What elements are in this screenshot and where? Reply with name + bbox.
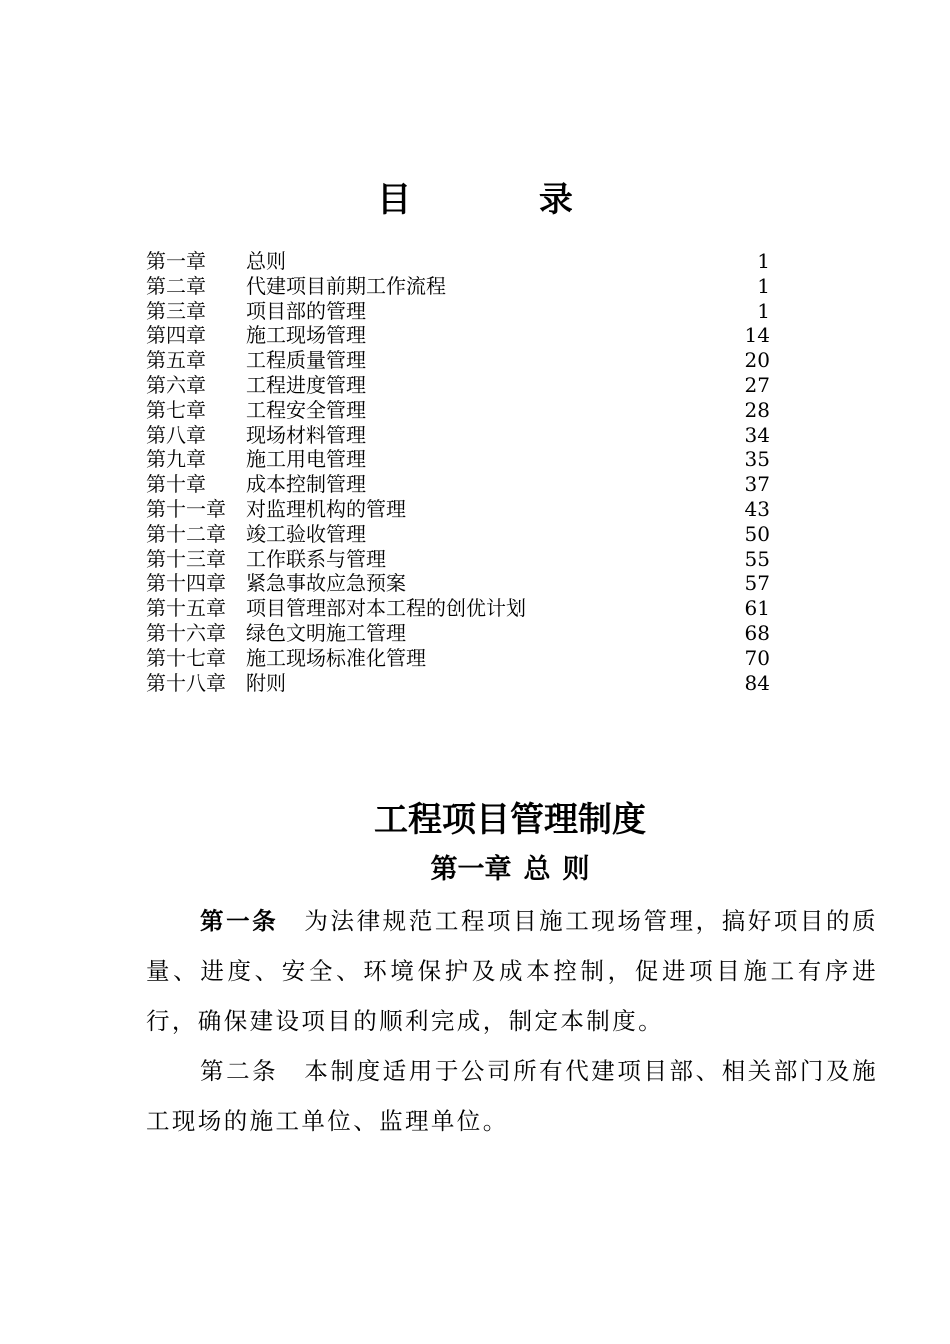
article-label: 第一条 bbox=[200, 907, 279, 935]
toc-chapter-name: 施工现场标准化管理 bbox=[246, 645, 426, 670]
toc-entry[interactable] bbox=[146, 571, 770, 596]
chapter-heading-word-2: 则 bbox=[562, 854, 590, 885]
toc-entry[interactable] bbox=[146, 323, 770, 348]
toc-chapter-number: 第八章 bbox=[146, 422, 206, 447]
toc-chapter-number: 第四章 bbox=[146, 323, 206, 348]
toc-chapter-name: 现场材料管理 bbox=[246, 422, 366, 447]
toc-chapter-name: 对监理机构的管理 bbox=[246, 496, 406, 521]
toc-page-number: 43 bbox=[744, 496, 770, 521]
toc-chapter-name: 绿色文明施工管理 bbox=[246, 620, 406, 645]
toc-chapter-name: 施工用电管理 bbox=[246, 447, 366, 472]
toc-chapter-number: 第五章 bbox=[146, 348, 206, 373]
article-text: 本制度适用于公司所有代建项目部、相关部门及施工现场的施工单位、监理单位。 bbox=[146, 1057, 878, 1135]
toc-entry[interactable] bbox=[146, 497, 770, 522]
toc-page-number: 57 bbox=[744, 571, 770, 596]
toc-chapter-number: 第十六章 bbox=[146, 620, 226, 645]
toc-entry[interactable] bbox=[146, 299, 770, 324]
document-title: 工程项目管理制度 bbox=[374, 800, 646, 840]
toc-page-number: 50 bbox=[744, 521, 770, 546]
toc-entry[interactable] bbox=[146, 249, 770, 274]
toc-entry[interactable] bbox=[146, 472, 770, 497]
chapter-heading-word-1: 总 bbox=[523, 854, 551, 885]
toc-entry[interactable] bbox=[146, 646, 770, 671]
toc-chapter-number: 第二章 bbox=[146, 273, 206, 298]
table-of-contents bbox=[146, 249, 770, 695]
toc-entry[interactable] bbox=[146, 547, 770, 572]
toc-chapter-number: 第十四章 bbox=[146, 571, 226, 596]
toc-page-number: 20 bbox=[744, 348, 770, 373]
article-paragraph bbox=[146, 1046, 878, 1146]
toc-chapter-number: 第七章 bbox=[146, 397, 206, 422]
toc-page-number: 1 bbox=[757, 298, 770, 323]
toc-page-number: 55 bbox=[744, 546, 770, 571]
toc-page-number: 27 bbox=[744, 372, 770, 397]
article-paragraph bbox=[146, 896, 878, 1046]
toc-page-number: 35 bbox=[744, 447, 770, 472]
toc-chapter-number: 第十三章 bbox=[146, 546, 226, 571]
toc-chapter-number: 第一章 bbox=[146, 249, 206, 273]
article-label: 第二条 bbox=[200, 1057, 279, 1085]
toc-title: 目 录 bbox=[377, 180, 631, 220]
toc-chapter-number: 第九章 bbox=[146, 447, 206, 472]
toc-chapter-number: 第十八章 bbox=[146, 670, 226, 695]
toc-entry[interactable] bbox=[146, 447, 770, 472]
toc-entry[interactable] bbox=[146, 348, 770, 373]
toc-entry[interactable] bbox=[146, 596, 770, 621]
toc-chapter-name: 工程质量管理 bbox=[246, 348, 366, 373]
toc-chapter-name: 附则 bbox=[246, 670, 286, 695]
toc-chapter-name: 工作联系与管理 bbox=[246, 546, 386, 571]
toc-chapter-number: 第十七章 bbox=[146, 645, 226, 670]
toc-chapter-name: 紧急事故应急预案 bbox=[246, 571, 406, 596]
toc-chapter-name: 总则 bbox=[246, 249, 286, 273]
toc-entry[interactable] bbox=[146, 373, 770, 398]
toc-entry[interactable] bbox=[146, 398, 770, 423]
toc-entry[interactable] bbox=[146, 423, 770, 448]
toc-page-number: 84 bbox=[744, 670, 770, 695]
toc-entry[interactable] bbox=[146, 522, 770, 547]
toc-chapter-number: 第十二章 bbox=[146, 521, 226, 546]
toc-entry[interactable] bbox=[146, 274, 770, 299]
toc-chapter-name: 施工现场管理 bbox=[246, 323, 366, 348]
toc-chapter-name: 工程安全管理 bbox=[246, 397, 366, 422]
toc-chapter-number: 第十章 bbox=[146, 472, 206, 497]
toc-entry[interactable] bbox=[146, 621, 770, 646]
toc-chapter-name: 项目部的管理 bbox=[246, 298, 366, 323]
toc-page-number: 70 bbox=[744, 645, 770, 670]
toc-page-number: 28 bbox=[744, 397, 770, 422]
toc-chapter-number: 第十一章 bbox=[146, 496, 226, 521]
article-text: 为法律规范工程项目施工现场管理，搞好项目的质量、进度、安全、环境保护及成本控制，促进项目施工有序进行，确保建设项目的顺利完成，制定本制度。 bbox=[146, 907, 878, 1035]
toc-chapter-name: 项目管理部对本工程的创优计划 bbox=[246, 596, 526, 621]
toc-chapter-name: 成本控制管理 bbox=[246, 472, 366, 497]
toc-chapter-name: 代建项目前期工作流程 bbox=[246, 273, 446, 298]
toc-page-number: 61 bbox=[744, 596, 770, 621]
toc-page-number: 14 bbox=[744, 323, 770, 348]
chapter-heading-number: 第一章 bbox=[430, 854, 512, 885]
toc-chapter-number: 第六章 bbox=[146, 372, 206, 397]
toc-chapter-number: 第三章 bbox=[146, 298, 206, 323]
toc-page-number: 37 bbox=[744, 472, 770, 497]
toc-page-number: 1 bbox=[757, 273, 770, 298]
toc-chapter-name: 工程进度管理 bbox=[246, 372, 366, 397]
toc-page-number: 68 bbox=[744, 620, 770, 645]
toc-chapter-number: 第十五章 bbox=[146, 596, 226, 621]
chapter-heading bbox=[0, 850, 950, 890]
toc-page-number: 34 bbox=[744, 422, 770, 447]
toc-entry[interactable] bbox=[146, 671, 770, 696]
toc-chapter-name: 竣工验收管理 bbox=[246, 521, 366, 546]
toc-page-number: 1 bbox=[757, 249, 770, 273]
